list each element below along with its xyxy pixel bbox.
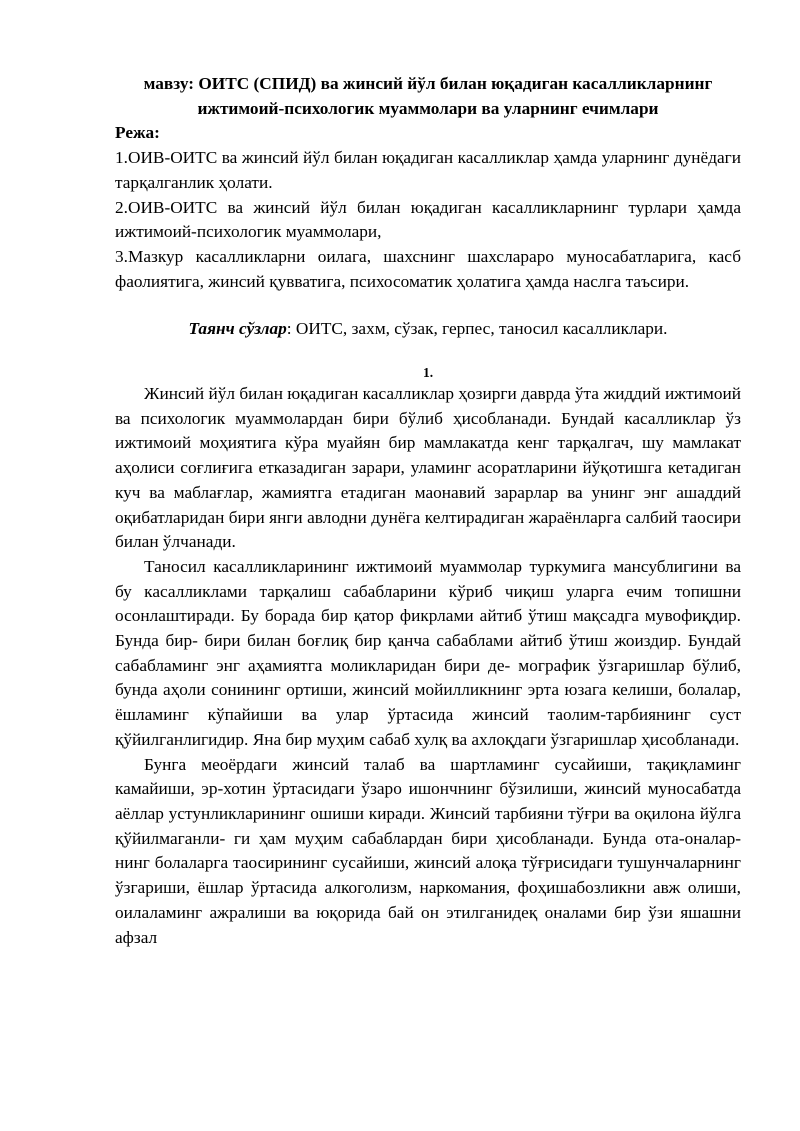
- section-body: [115, 382, 741, 950]
- body-paragraph: Таносил касалликларининг ижтимоий муаммолар туркумига мансублигини ва бу касалликлами тарқалиш сабабларини кўриб чиқиш уларга ечим топишни осонлаштиради. Бу борада бир қатор фикрлами айтиб ўтиш мақсадга мувофиқдир. Бунда бир- бири билан боғлиқ бир қанча сабаблами айтиб ўтиш жоиздир. Бундай сабабламинг энг аҳамиятга моликларидан бири де- мографик ўзгаришлар бўлиб, бунда аҳоли сонининг ортиши, жинсий мойилликнинг эрта юзага келиши, болалар, ёшламинг кўпайиши ва улар ўртасида жинсий таолим-тарбиянинг суст қўйилганлигидир. Яна бир муҳим сабаб хулқ ва ахлоқдаги ўзгаришлар ҳисобланади.: [115, 556, 741, 749]
- body-paragraph: Бунга меоёрдаги жинсий талаб ва шартламинг сусайиши, тақиқламинг камайиши, эр-хотин ўртасидаги ўзаро ишончнинг бўзилиши, жинсий муносабатда аёллар устунликларининг ошиши киради. Жинсий тарбияни тўғри ва оқилона йўлга қўйилмаганли- ги ҳам муҳим сабаблардан бири ҳисобланади. Бунда ота-оналар- нинг болаларга таосирининг сусайиши, жинсий алоқа тўғрисидаги тушунчаларнинг ўзгариши, ёшлар ўртасида алкоголизм, наркомания, фоҳишабозликни авж олиши, оилаламинг ажралиши ва юқорида бай он этилганидеқ оналами бир ўзи яшашни афзал: [115, 754, 741, 947]
- plan-item: 1.ОИВ-ОИТС ва жинсий йўл билан юқадиган касалликлар ҳамда уларнинг дунёдаги тарқалганлик ҳолати.: [115, 148, 741, 192]
- plan-item: 2.ОИВ-ОИТС ва жинсий йўл билан юқадиган касалликларнинг турлари ҳамда ижтимоий-психологик муаммолари,: [115, 197, 741, 242]
- keywords-label: Таянч сўзлар: [188, 319, 287, 339]
- section-number: 1.: [422, 365, 434, 381]
- plan-list: [115, 146, 741, 294]
- title-line-1: мавзу: ОИТС (СПИД) ва жинсий йўл билан юқадиган касалликларнинг: [143, 74, 713, 93]
- body-paragraph: Жинсий йўл билан юқадиган касалликлар ҳозирги даврда ўта жиддий ижтимоий ва психологик муаммолардан бири бўлиб ҳисобланади. Бундай касалликлар ўз ижтимоий моҳиятига кўра муайян бир мамлакатда кенг тарқалгач, шу мамлакат аҳолиси соғлиғига етказадиган зарари, уламинг асоратларини йўқотишга кетадиган куч ва маблағлар, жамиятга етадиган маонавий зарарлар ва унинг энг ашаддий оқибатларидан бири янги авлодни дунёга келтирадиган жараёнларга салбий таосири билан ўлчанади.: [115, 384, 741, 552]
- plan-heading: Режа:: [115, 123, 160, 143]
- plan-item: 3.Мазкур касалликларни оилага, шахснинг шахслараро муносабатларига, касб фаолиятига, жинсий қувватига, психосоматик ҳолатига ҳамда наслга таъсири.: [115, 246, 741, 291]
- keywords-text: : ОИТС, захм, сўзак, герпес, таносил касалликлари.: [286, 319, 668, 339]
- document-title: [115, 72, 741, 121]
- document-page: [115, 72, 741, 950]
- title-line-2: ижтимоий-психологик муаммолари ва уларнинг ечимлари: [197, 98, 659, 118]
- keywords-line: [115, 317, 741, 342]
